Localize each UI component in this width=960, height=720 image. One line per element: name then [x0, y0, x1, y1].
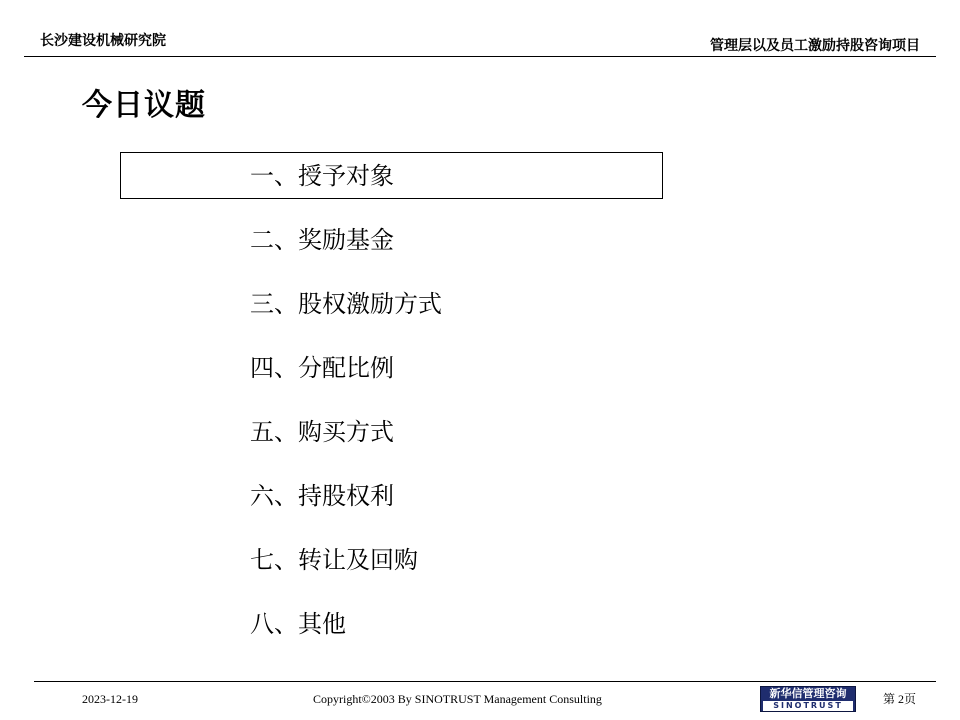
agenda-item-1: 一、授予对象 — [250, 162, 394, 190]
header-org-name: 长沙建设机械研究院 — [40, 33, 166, 49]
agenda-item-6: 六、持股权利 — [250, 482, 394, 510]
agenda-item-5: 五、购买方式 — [250, 418, 394, 446]
agenda-item-4: 四、分配比例 — [250, 354, 394, 382]
footer-divider — [34, 681, 936, 682]
agenda-item-2: 二、奖励基金 — [250, 226, 394, 254]
agenda-item-7: 七、转让及回购 — [250, 546, 418, 574]
sinotrust-logo — [760, 686, 856, 712]
logo-cn-text: 新华信管理咨询 — [769, 687, 847, 700]
agenda-item-8: 八、其他 — [250, 610, 346, 638]
footer-copyright: Copyright©2003 By SINOTRUST Management Consulting — [313, 692, 602, 706]
header-project-name: 管理层以及员工激励持股咨询项目 — [710, 38, 920, 54]
footer-page-number: 第 2页 — [882, 692, 916, 706]
page-title: 今日议题 — [82, 88, 206, 123]
logo-en-text: SINOTRUST — [763, 701, 853, 711]
agenda-item-3: 三、股权激励方式 — [250, 290, 442, 318]
footer-date: 2023-12-19 — [82, 692, 138, 706]
